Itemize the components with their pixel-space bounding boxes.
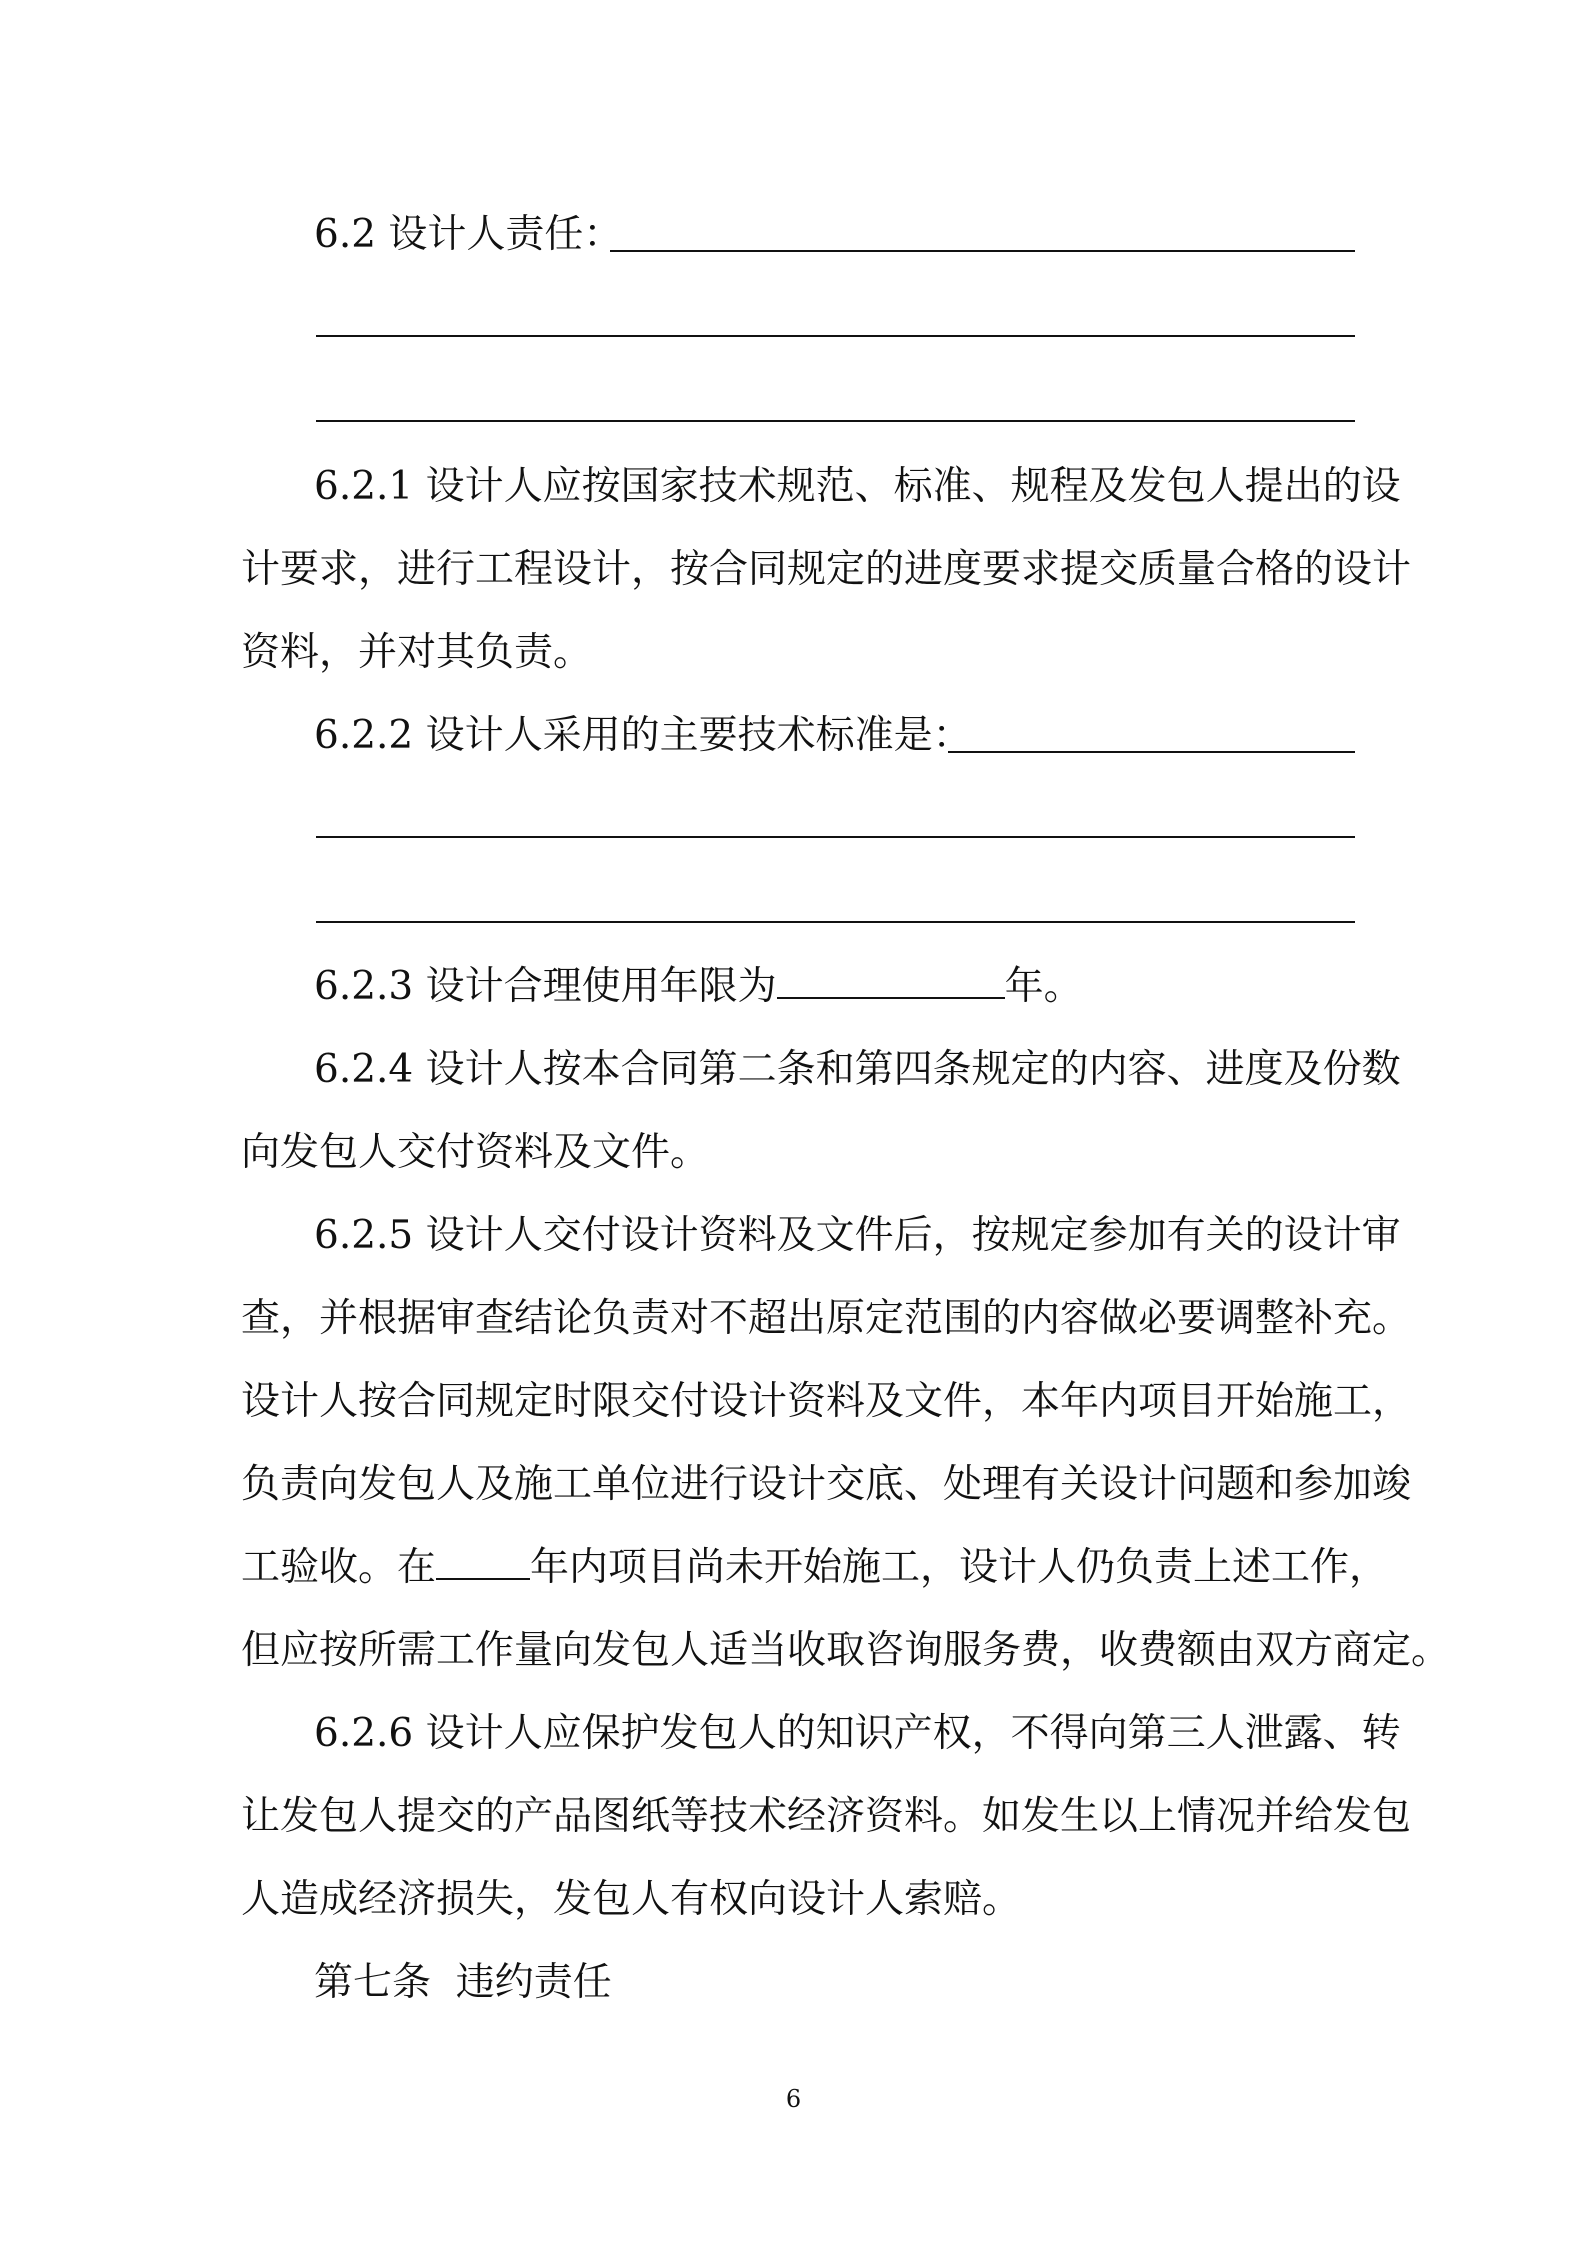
clause-6-2-5-line-3: 设计人按合同规定时限交付设计资料及文件，本年内项目开始施工， [241, 1379, 1412, 1424]
fill-line-6-2-2-c [316, 921, 1355, 923]
blank-service-life-years [777, 965, 1005, 999]
fill-line-6-2-2-a [948, 751, 1355, 753]
clause-6-2-6-line-1: 6.2.6 设计人应保护发包人的知识产权，不得向第三人泄露、转 [314, 1711, 1401, 1756]
fill-line-6-2-b [316, 335, 1355, 337]
clause-6-2-1-line-2: 计要求，进行工程设计，按合同规定的进度要求提交质量合格的设计 [241, 547, 1412, 592]
clause-6-2-3-before: 6.2.3 设计合理使用年限为 [314, 964, 777, 1009]
clause-6-2-label: 6.2 设计人责任： [314, 212, 623, 257]
article-7-heading: 第七条 违约责任 [314, 1960, 612, 2005]
clause-6-2-5-line-2: 查，并根据审查结论负责对不超出原定范围的内容做必要调整补充。 [241, 1296, 1412, 1341]
clause-6-2-5-line-1: 6.2.5 设计人交付设计资料及文件后，按规定参加有关的设计审 [314, 1213, 1401, 1258]
clause-6-2-1-line-3: 资料，并对其负责。 [241, 630, 593, 675]
clause-6-2-3-after: 年。 [1004, 964, 1083, 1009]
clause-6-2-1-line-1: 6.2.1 设计人应按国家技术规范、标准、规程及发包人提出的设 [314, 464, 1401, 509]
clause-6-2-6-line-2: 让发包人提交的产品图纸等技术经济资料。如发生以上情况并给发包 [241, 1794, 1412, 1839]
fill-line-6-2-c [316, 420, 1355, 422]
clause-6-2-5-line-5-before: 工验收。在 [241, 1545, 437, 1590]
clause-6-2-2-label: 6.2.2 设计人采用的主要技术标准是： [314, 713, 972, 758]
fill-line-6-2-2-b [316, 836, 1355, 838]
clause-6-2-4-line-2: 向发包人交付资料及文件。 [241, 1130, 710, 1175]
fill-line-6-2-a [610, 250, 1355, 252]
clause-6-2-6-line-3: 人造成经济损失，发包人有权向设计人索赔。 [241, 1877, 1022, 1922]
page-number: 6 [785, 2085, 802, 2113]
clause-6-2-4-line-1: 6.2.4 设计人按本合同第二条和第四条规定的内容、进度及份数 [314, 1047, 1401, 1092]
clause-6-2-5-line-6: 但应按所需工作量向发包人适当收取咨询服务费，收费额由双方商定。 [241, 1628, 1451, 1673]
clause-6-2-5-line-5-after: 年内项目尚未开始施工，设计人仍负责上述工作， [530, 1545, 1389, 1590]
clause-6-2-5-line-5 [241, 1543, 1388, 1593]
clause-6-2-5-line-4: 负责向发包人及施工单位进行设计交底、处理有关设计问题和参加竣 [241, 1462, 1412, 1507]
blank-years [436, 1546, 530, 1580]
clause-6-2-3 [314, 962, 1083, 1012]
